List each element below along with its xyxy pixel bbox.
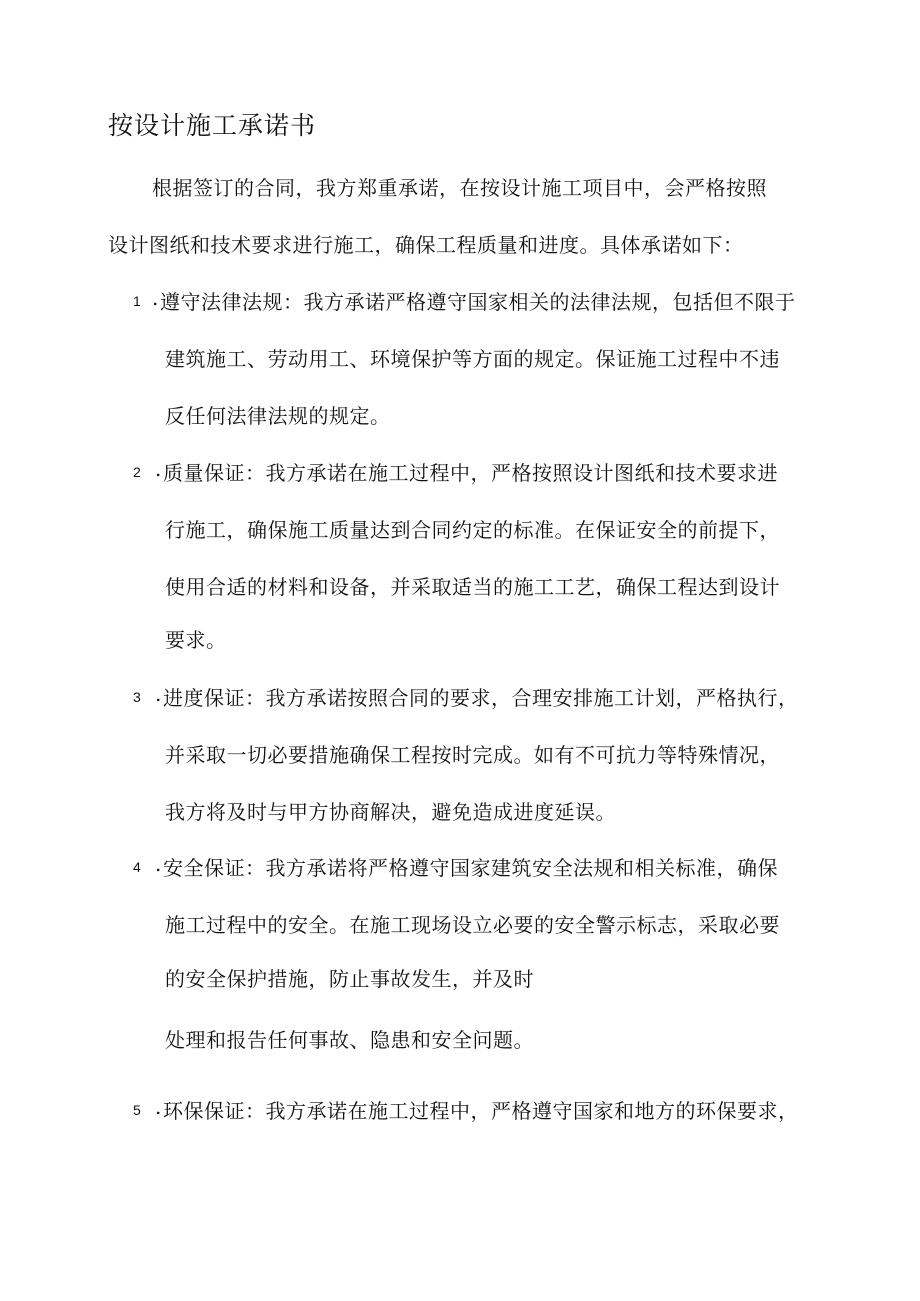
item-line: 处理和报告任何事故、隐患和安全问题。 (165, 1028, 534, 1052)
item-line: 使用合适的材料和设备，并采取适当的施工工艺，确保工程达到设计 (165, 575, 780, 599)
item-line: 进度保证：我方承诺按照合同的要求，合理安排施工计划，严格执行， (163, 686, 799, 710)
item-line: 施工过程中的安全。在施工现场设立必要的安全警示标志，采取必要 (165, 913, 780, 937)
item-line: 安全保证：我方承诺将严格遵守国家建筑安全法规和相关标准，确保 (163, 856, 778, 880)
item-line: 并采取一切必要措施确保工程按时完成。如有不可抗力等特殊情况， (165, 743, 780, 767)
item-number: 2 (133, 464, 141, 480)
item-line: 要求。 (165, 628, 227, 652)
item-line: 环保保证：我方承诺在施工过程中，严格遵守国家和地方的环保要求， (163, 1099, 799, 1123)
item-line: 建筑施工、劳动用工、环境保护等方面的规定。保证施工过程中不违 (165, 347, 780, 371)
item-line: 遵守法律法规：我方承诺严格遵守国家相关的法律法规，包括但不限于 (160, 290, 796, 314)
item-line: 反任何法律法规的规定。 (165, 404, 391, 428)
document-title: 按设计施工承诺书 (108, 111, 317, 140)
item-separator: . (155, 852, 162, 876)
item-separator: . (155, 457, 162, 481)
intro-line: 设计图纸和技术要求进行施工，确保工程质量和进度。具体承诺如下： (108, 233, 744, 257)
item-separator: . (155, 682, 162, 706)
item-number: 3 (133, 689, 141, 705)
item-separator: . (155, 1095, 162, 1119)
item-separator: . (152, 286, 159, 310)
item-line: 的安全保护措施，防止事故发生，并及时 (165, 967, 534, 991)
item-line: 质量保证：我方承诺在施工过程中，严格按照设计图纸和技术要求进 (163, 461, 778, 485)
item-number: 1 (133, 293, 141, 309)
item-number: 4 (133, 859, 141, 875)
intro-line: 根据签订的合同，我方郑重承诺，在按设计施工项目中，会严格按照 (152, 176, 767, 200)
item-number: 5 (133, 1102, 141, 1118)
item-line: 行施工，确保施工质量达到合同约定的标准。在保证安全的前提下， (165, 518, 780, 542)
item-line: 我方将及时与甲方协商解决，避免造成进度延误。 (165, 800, 616, 824)
